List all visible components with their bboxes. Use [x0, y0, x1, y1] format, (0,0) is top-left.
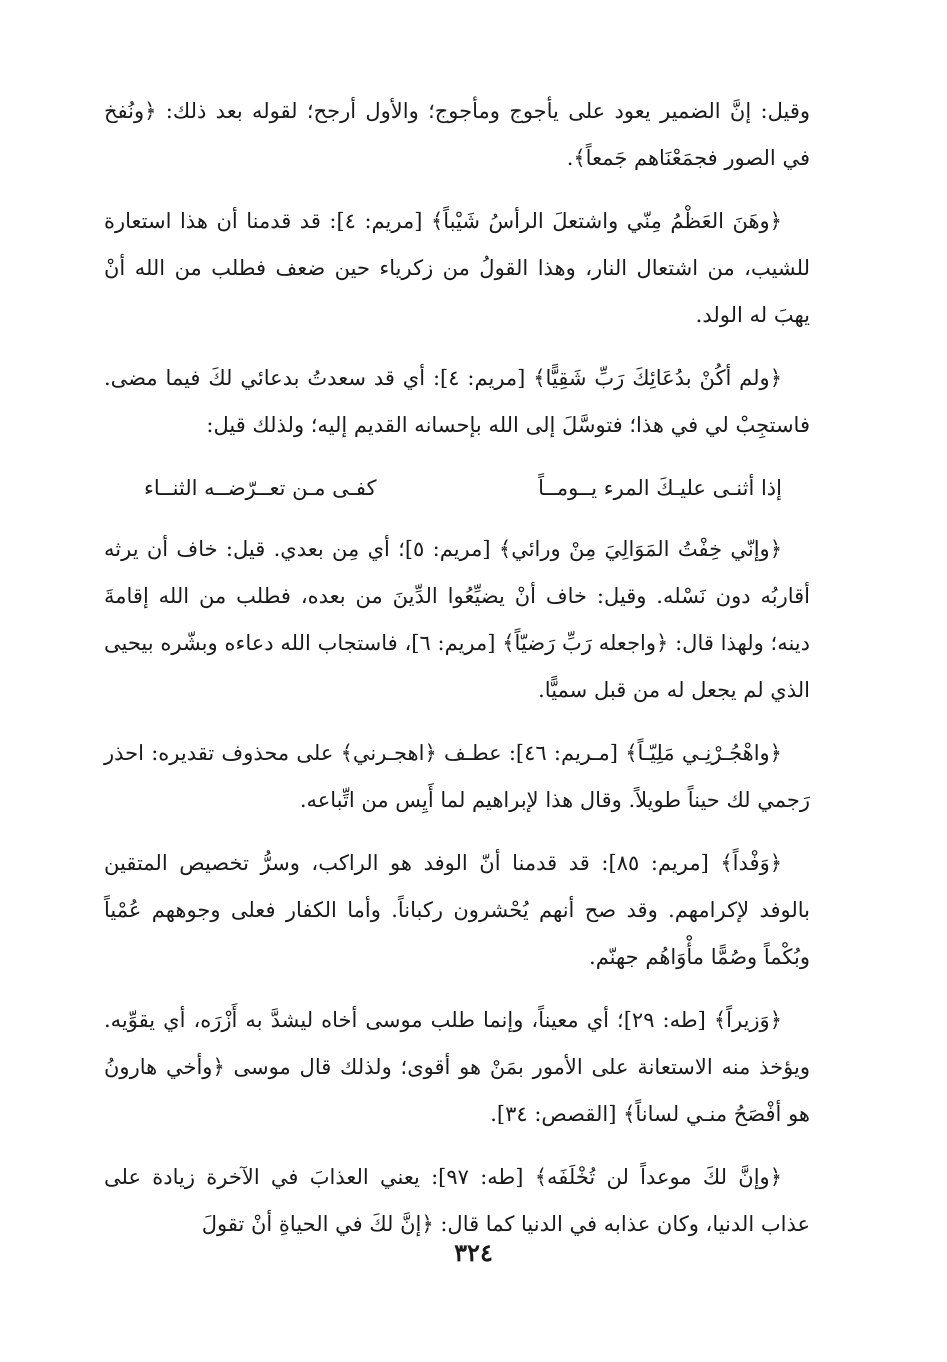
- verse-left-hemistich: كفـى مـن تعــرّضــه الثنــاء: [144, 476, 377, 500]
- paragraph-5: ﴿واهْجُـرْنِـي مَلِيّـاً﴾ [مـريم: ٤٦]: عطـف ﴿اهجـرني﴾ على محذوف تقديره: احذر رَجمي لك حيناً طويلاً. وقال هذا لإبراهيم لما أَيِس من اتِّباعه.: [104, 741, 810, 812]
- paragraph-1: وقيل: إنَّ الضمير يعود على يأجوج ومأجوج؛ والأول أرجح؛ لقوله بعد ذلك: ﴿ونُفخ في الصور فجمَعْنَاهم جَمعاً﴾.: [104, 99, 810, 170]
- paragraph-2: ﴿وهَنَ العَظْمُ مِنّي واشتعلَ الرأسُ شَيْباً﴾ [مريم: ٤]: قد قدمنا أن هذا استعارة للشيب، من اشتعال النار، وهذا القولُ من زكرياء حين ضعف فطلب من الله أنْ يهبَ له الولد.: [104, 209, 810, 327]
- paragraph-6: ﴿وَفْداً﴾ [مريم: ٨٥]: قد قدمنا أنّ الوفد هو الراكب، وسرُّ تخصيص المتقين بالوفد لإكرامهم. وقد صح أنهم يُحْشرون ركباناً. وأما الكفار فعلى وجوههم عُمْياً وبُكْماً وصُمًّا مأْوَاهُم جهنّم.: [104, 851, 810, 969]
- paragraph-8: ﴿وإنَّ لكَ موعداً لن تُخْلَفَه﴾ [طه: ٩٧]: يعني العذابَ في الآخرة زيادة على عذاب الدنيا، وكان عذابه في الدنيا كما قال: ﴿إنَّ لكَ في الحياةِ أنْ تقولَ: [104, 1165, 810, 1236]
- verse-right-hemistich: إذا أثنـى عليـكَ المرء يــومــاً: [538, 476, 782, 500]
- paragraph-3: ﴿ولم أكُنْ بدُعَائِكَ رَبِّ شَقِيًّا﴾ [مريم: ٤]: أي قد سعدتُ بدعائي لكَ فيما مضى. فاستجِبْ لي في هذا؛ فتوسَّلَ إلى الله بإحسانه القديم إليه؛ ولذلك قيل:: [104, 366, 810, 437]
- page-number: ٣٢٤: [454, 1238, 493, 1267]
- poetry-verse: [104, 465, 810, 512]
- page-body: [104, 88, 810, 1264]
- paragraph-4: ﴿وإنّي خِفْتُ المَوَالِيَ مِنْ ورائي﴾ [مريم: ٥]؛ أي مِن بعدي. قيل: خاف أن يرثه أقاربُه دون نَسْله. وقيل: خاف أنْ يضيِّعُوا الدِّينَ من بعده، فطلب من الله إقامةَ دينه؛ ولهذا قال: ﴿واجعله رَبِّ رَضيّاً﴾ [مريم: ٦]، فاستجاب الله دعاءه وبشّره بيحيى الذي لم يجعل له من قبل سميًّا.: [104, 537, 810, 702]
- paragraph-7: ﴿وَزيراً﴾ [طه: ٢٩]؛ أي معيناً، وإنما طلب موسى أخاه ليشدَّ به أَزْرَه، أي يقوِّيه. ويؤخذ منه الاستعانة على الأمور بمَنْ هو أقوى؛ ولذلك قال موسى ﴿وأخي هارونُ هو أفْصَحُ منـي لساناً﴾ [القصص: ٣٤].: [104, 1008, 810, 1126]
